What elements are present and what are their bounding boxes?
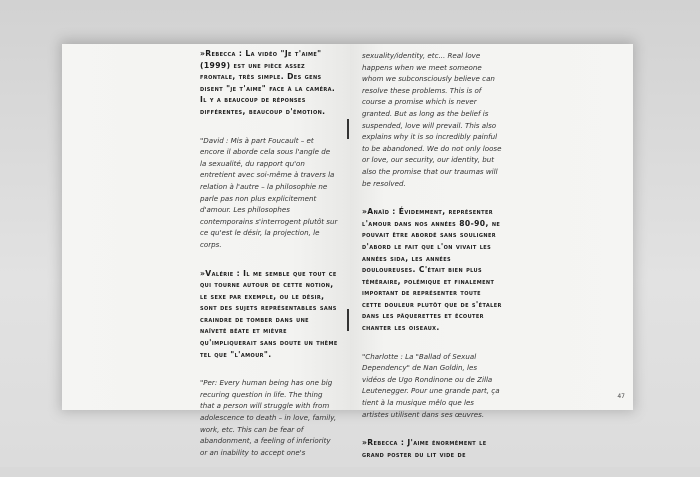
paragraph-valerie: »Valérie : Il me semble que tout ce qui tourne autour de cette notion, le sexe par exemple, ou le désir, sont des sujets représentables sans craindre de tomber dans une naïveté béate et mièvre qu'impliquerait sans doute un thème tel que "l'amour". [200,268,338,359]
paragraph-anaid: »Anaïd : Évidemment, représenter l'amour dans nos années 80-90, ne pouvait être abordé sans souligner d'abord le fait que l'on vivait les années sida, les années douloureuses. C'était bien plus téméraire, polémique et finalement important de représenter toute cette douleur plutôt que de s'étaler dans les pâquerettes et écouter chanter les oiseaux. [362,207,502,333]
binding-mark-bottom [347,309,349,331]
left-page [62,44,350,457]
paragraph-per-continued: sexuality/identity, etc... Real love happens when we meet someone whom we subconsciously believe can resolve these problems. This is of course a promise which is never granted. But as long as the belief is suspended, love will prevail. This also explains why it is so incredibly painful to be abandoned. We do not only loose or love, our security, our identity, but also the promise that our traumas will be resolved. [362,51,502,188]
right-page [350,44,633,459]
left-text-column [200,48,338,475]
paragraph-charlotte: "Charlotte : La "Ballad of Sexual Dependency" de Nan Goldin, les vidéos de Ugo Rondinone ou de Zilla Leutenegger. Pour une grande part, ça tient à la musique mêlo que les artistes utilisent dans ses œuvres. [362,351,500,419]
paragraph-per: "Per: Every human being has one big recuring question in life. The thing that a person will struggle with from adolescence to death – in love, family, work, etc. This can be fear of abandonment, a feeling of inferiority or an inability to accept one's [200,378,337,457]
paragraph-rebecca-2: »Rebecca : J'aime énormément le grand poster du lit vide de [362,438,487,459]
binding-mark-top [347,119,349,139]
page-number: 47 [617,393,625,400]
right-text-column [362,50,502,477]
paragraph-david: "David : Mis à part Foucault – et encore il aborde cela sous l'angle de la sexualité, du rapport qu'on entretient avec soi-même à travers la relation à l'autre – la philosophie ne parle pas non plus explicitement d'amour. Les philosophes contemporains s'interrogent plutôt sur ce qu'est le désir, la projection, le corps. [200,135,338,249]
paragraph-rebecca: »Rebecca : La vidéo "Je t'aime" (1999) est une pièce assez frontale, très simple. Des gens disent "je t'aime" face à la caméra. Il y a beaucoup de réponses différentes, beaucoup d'émotion. [200,49,336,116]
